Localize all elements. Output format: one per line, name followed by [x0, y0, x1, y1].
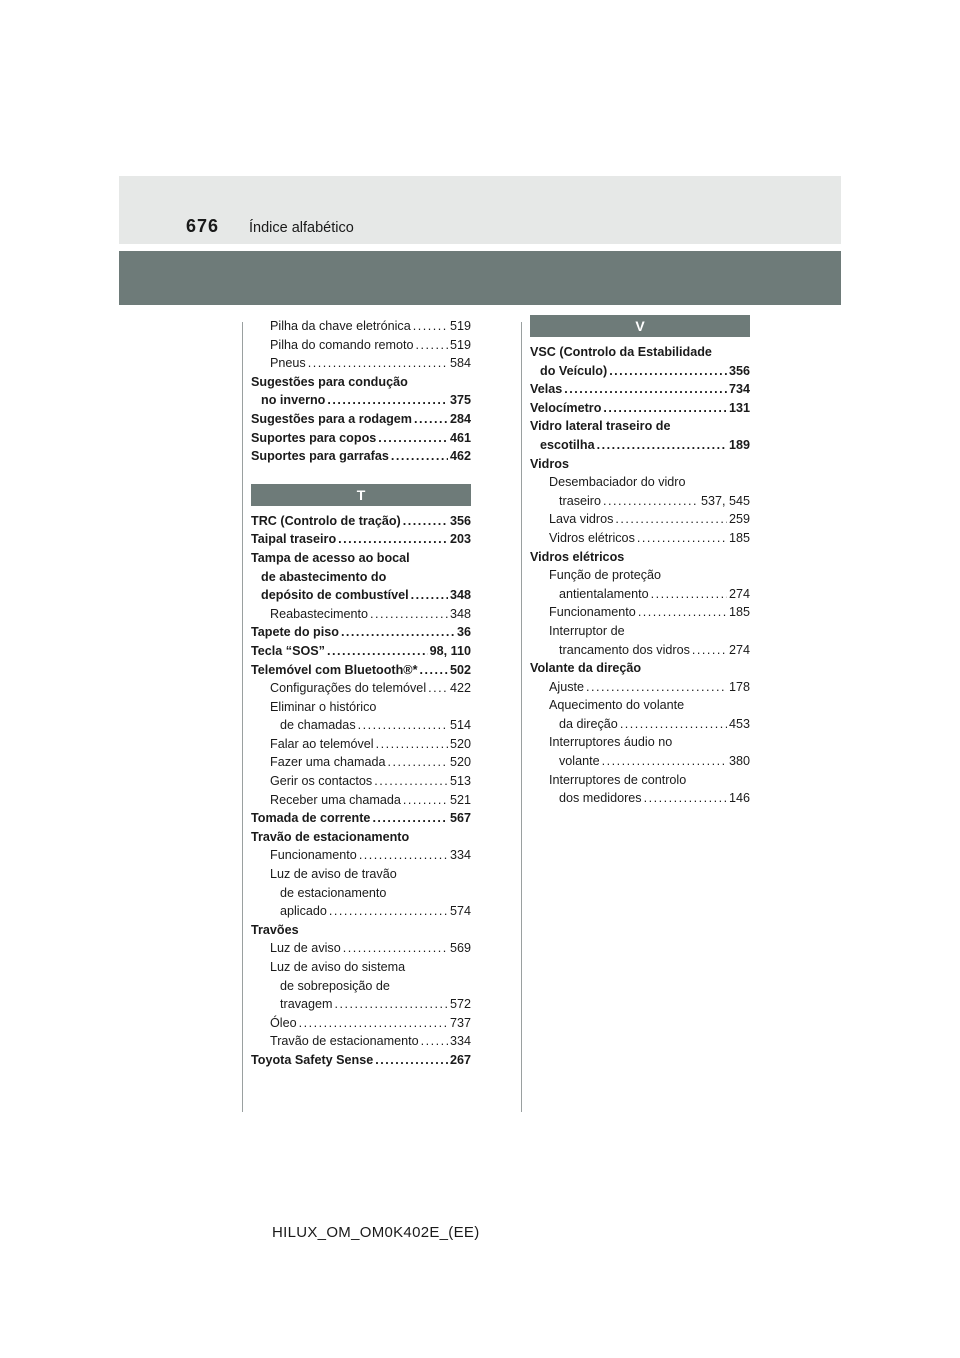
index-term: de abastecimento do — [261, 569, 387, 584]
index-term: Vidros — [530, 456, 569, 471]
index-term: Tapete do piso — [251, 625, 339, 640]
index-line — [530, 548, 750, 567]
dot-leader — [403, 512, 448, 531]
index-line — [251, 512, 471, 531]
dot-leader — [329, 902, 448, 921]
index-term: Configurações do telemóvel — [270, 681, 427, 696]
index-line — [251, 336, 471, 355]
index-line — [251, 809, 471, 828]
left-column — [251, 317, 471, 1070]
dot-leader — [603, 399, 727, 418]
index-subentry — [251, 735, 471, 754]
index-entry — [530, 548, 750, 567]
index-entry — [251, 410, 471, 429]
page-reference: 520 — [449, 736, 471, 751]
page-reference: 203 — [449, 532, 471, 547]
index-term: Volante da direção — [530, 661, 642, 676]
page-reference: 574 — [449, 904, 471, 919]
index-line — [530, 343, 750, 362]
index-term: Luz de aviso de travão — [270, 867, 397, 882]
index-line — [251, 317, 471, 336]
index-entry — [251, 921, 471, 940]
index-line — [530, 771, 750, 790]
index-term: Fazer uma chamada — [270, 755, 386, 770]
dot-leader — [341, 623, 455, 642]
index-line — [530, 492, 750, 511]
page-reference: 131 — [728, 400, 750, 415]
index-term: Velocímetro — [530, 400, 602, 415]
index-term: Tomada de corrente — [251, 811, 371, 826]
page-reference: 422 — [449, 681, 471, 696]
index-line — [251, 921, 471, 940]
index-term: Luz de aviso do sistema — [270, 960, 406, 974]
index-line — [530, 789, 750, 808]
page-reference: 274 — [728, 586, 750, 601]
index-term: do Veículo) — [540, 363, 608, 378]
index-term: Interruptor de — [549, 623, 625, 638]
dot-leader — [403, 791, 448, 810]
page-reference: 567 — [449, 811, 471, 826]
index-line — [251, 995, 471, 1014]
index-line — [251, 373, 471, 392]
page-reference: 519 — [449, 319, 471, 333]
page-reference: 520 — [449, 755, 471, 770]
index-entry — [530, 343, 750, 380]
index-term: dos medidores — [559, 791, 642, 806]
index-line — [530, 696, 750, 715]
page-reference: 334 — [449, 848, 471, 863]
document-code: HILUX_OM_OM0K402E_(EE) — [272, 1224, 480, 1241]
page-reference: 572 — [449, 997, 471, 1012]
page-reference: 375 — [449, 393, 471, 408]
page-reference: 348 — [449, 606, 471, 621]
index-term: Falar ao telemóvel — [270, 736, 374, 751]
index-term: Receber uma chamada — [270, 792, 401, 807]
index-term: Ajuste — [549, 679, 585, 694]
dot-leader — [603, 492, 699, 511]
page-reference: 267 — [449, 1052, 471, 1067]
index-line — [530, 585, 750, 604]
index-line — [251, 354, 471, 373]
index-term: Funcionamento — [549, 605, 636, 620]
page-reference: 185 — [728, 530, 750, 545]
dot-leader — [421, 1032, 448, 1051]
index-line — [251, 846, 471, 865]
index-subentry — [530, 510, 750, 529]
index-subentry — [530, 529, 750, 548]
index-line — [530, 659, 750, 678]
index-term: Velas — [530, 382, 563, 397]
index-term: escotilha — [540, 437, 595, 452]
dot-leader — [375, 1051, 448, 1070]
page-reference: 356 — [728, 363, 750, 378]
index-group-t — [251, 512, 471, 1070]
index-entry — [251, 530, 471, 549]
index-term: travagem — [280, 997, 333, 1012]
index-term: Sugestões para condução — [251, 374, 408, 389]
index-line — [251, 605, 471, 624]
dot-leader — [388, 753, 448, 772]
index-entry — [251, 447, 471, 466]
index-subentry — [251, 772, 471, 791]
page-reference: 521 — [449, 792, 471, 807]
index-group-v — [530, 343, 750, 808]
index-line — [251, 679, 471, 698]
index-entry — [530, 399, 750, 418]
index-line — [251, 549, 471, 568]
index-line — [530, 752, 750, 771]
index-term: Pilha da chave eletrónica — [270, 319, 411, 333]
index-term: Travão de estacionamento — [270, 1034, 419, 1049]
page-reference: 569 — [449, 941, 471, 956]
index-line — [251, 1014, 471, 1033]
index-subentry — [251, 336, 471, 355]
dot-leader — [615, 510, 727, 529]
index-term: de sobreposição de — [280, 978, 390, 993]
dot-leader — [335, 995, 448, 1014]
index-line — [251, 447, 471, 466]
index-term: Interruptores áudio no — [549, 735, 673, 750]
index-line — [530, 603, 750, 622]
dot-leader — [411, 586, 448, 605]
index-term: Eliminar o histórico — [270, 699, 377, 714]
page-reference: 146 — [728, 791, 750, 806]
index-line — [530, 399, 750, 418]
index-line — [251, 902, 471, 921]
index-line — [251, 958, 471, 977]
dot-leader — [644, 789, 727, 808]
index-line — [251, 568, 471, 587]
index-entry — [251, 661, 471, 680]
page-reference: 185 — [728, 605, 750, 620]
index-line — [530, 733, 750, 752]
page-reference: 284 — [449, 411, 471, 426]
index-subentry — [251, 791, 471, 810]
index-entry — [530, 455, 750, 474]
page-reference: 178 — [728, 679, 750, 694]
index-term: trancamento dos vidros — [559, 642, 690, 657]
index-subentry — [251, 679, 471, 698]
index-line — [251, 661, 471, 680]
index-subentry — [251, 753, 471, 772]
dot-leader — [327, 642, 428, 661]
index-subentry — [530, 473, 750, 510]
index-line — [530, 715, 750, 734]
dot-leader — [359, 846, 448, 865]
index-subentry — [251, 605, 471, 624]
index-line — [530, 566, 750, 585]
index-term: Funcionamento — [270, 848, 357, 863]
index-line — [251, 642, 471, 661]
dot-leader — [370, 605, 448, 624]
page-reference: 334 — [449, 1034, 471, 1049]
index-term: de estacionamento — [280, 885, 387, 900]
index-term: Travão de estacionamento — [251, 829, 410, 844]
index-entry — [251, 828, 471, 847]
index-line — [530, 380, 750, 399]
index-term: Vidros elétricos — [549, 530, 635, 545]
index-line — [251, 698, 471, 717]
index-line — [251, 735, 471, 754]
index-line — [251, 791, 471, 810]
index-term: Lava vidros — [549, 512, 614, 527]
index-term: Taipal traseiro — [251, 532, 337, 547]
dot-leader — [620, 715, 727, 734]
index-line — [251, 977, 471, 996]
index-term: depósito de combustível — [261, 588, 409, 603]
index-subentry — [530, 678, 750, 697]
page-reference: 584 — [449, 356, 471, 371]
index-term: Vidros elétricos — [530, 549, 625, 564]
dot-leader — [374, 772, 448, 791]
dot-leader — [378, 429, 448, 448]
index-line — [530, 678, 750, 697]
dot-leader — [602, 752, 727, 771]
index-subentry — [251, 865, 471, 921]
index-term: Suportes para garrafas — [251, 449, 389, 464]
index-entry — [251, 549, 471, 605]
index-line — [251, 772, 471, 791]
left-column-rule — [242, 322, 243, 1112]
index-term: Sugestões para a rodagem — [251, 411, 412, 426]
dot-leader — [299, 1014, 448, 1033]
middle-column-rule — [521, 322, 522, 1112]
index-term: Desembaciador do vidro — [549, 475, 686, 490]
index-line — [530, 473, 750, 492]
dot-leader — [391, 447, 448, 466]
index-subentry — [251, 958, 471, 1014]
page-reference: 348 — [449, 588, 471, 603]
dot-leader — [372, 809, 448, 828]
index-term: volante — [559, 754, 600, 769]
page-reference: 502 — [449, 662, 471, 677]
dot-leader — [414, 410, 448, 429]
page-reference: 514 — [449, 718, 471, 733]
dot-leader — [597, 436, 727, 455]
index-subentry — [251, 1032, 471, 1051]
index-entry — [251, 512, 471, 531]
dot-leader — [327, 391, 448, 410]
index-entry — [530, 380, 750, 399]
index-term: antientalamento — [559, 586, 649, 601]
index-subentry — [530, 696, 750, 733]
index-term: Aquecimento do volante — [549, 698, 685, 713]
index-term: Óleo — [270, 1015, 297, 1030]
page-reference: 737 — [449, 1015, 471, 1030]
index-term: aplicado — [280, 904, 327, 919]
dot-leader — [692, 641, 727, 660]
section-letter-v: V — [530, 315, 750, 337]
index-group-left-top — [251, 317, 471, 466]
dot-leader — [609, 362, 727, 381]
index-term: Pilha do comando remoto — [270, 337, 414, 352]
index-term: traseiro — [559, 493, 601, 508]
page-reference: 513 — [449, 774, 471, 789]
dot-leader — [637, 529, 727, 548]
index-line — [251, 429, 471, 448]
index-entry — [251, 429, 471, 448]
index-line — [251, 623, 471, 642]
index-subentry — [530, 566, 750, 603]
index-line — [251, 530, 471, 549]
header-top-band — [119, 176, 841, 244]
index-term: Suportes para copos — [251, 430, 377, 445]
index-term: Reabastecimento — [270, 606, 369, 621]
index-line — [251, 410, 471, 429]
dot-leader — [638, 603, 727, 622]
index-term: Pneus — [270, 356, 306, 371]
index-line — [530, 436, 750, 455]
index-term: Toyota Safety Sense — [251, 1052, 374, 1067]
section-letter-t: T — [251, 484, 471, 506]
index-term: Luz de aviso — [270, 941, 341, 956]
index-line — [251, 716, 471, 735]
dot-leader — [586, 678, 727, 697]
page-number: 676 — [186, 216, 220, 236]
index-term: da direção — [559, 716, 618, 731]
page-reference: 461 — [449, 430, 471, 445]
index-line — [530, 510, 750, 529]
page-reference: 537, 545 — [700, 493, 750, 508]
dot-leader — [358, 716, 448, 735]
dot-leader — [376, 735, 448, 754]
index-entry — [251, 1051, 471, 1070]
index-line — [251, 1051, 471, 1070]
index-line — [251, 865, 471, 884]
index-line — [251, 1032, 471, 1051]
index-entry — [251, 373, 471, 410]
page-reference: 734 — [728, 382, 750, 397]
index-entry — [530, 659, 750, 678]
dot-leader — [420, 661, 448, 680]
page-reference: 380 — [728, 754, 750, 769]
dot-leader — [428, 679, 448, 698]
index-subentry — [251, 939, 471, 958]
dot-leader — [343, 939, 448, 958]
index-term: no inverno — [261, 393, 326, 408]
index-term: Telemóvel com Bluetooth®* — [251, 662, 418, 677]
index-line — [530, 362, 750, 381]
page-title: Índice alfabético — [249, 220, 354, 236]
index-subentry — [530, 733, 750, 770]
index-line — [530, 641, 750, 660]
page-reference: 462 — [449, 449, 471, 464]
page-reference: 453 — [728, 716, 750, 731]
index-line — [251, 939, 471, 958]
index-subentry — [530, 771, 750, 808]
index-subentry — [251, 1014, 471, 1033]
index-entry — [530, 417, 750, 454]
dot-leader — [308, 354, 448, 373]
page-reference: 98, 110 — [429, 643, 471, 658]
index-line — [251, 753, 471, 772]
index-line — [530, 622, 750, 641]
header-dark-band — [119, 251, 841, 305]
index-line — [530, 417, 750, 436]
page-reference: 519 — [449, 337, 471, 352]
index-line — [530, 529, 750, 548]
page-reference: 189 — [728, 437, 750, 452]
page-reference: 36 — [456, 625, 471, 640]
page-reference: 274 — [728, 642, 750, 657]
dot-leader — [416, 336, 448, 355]
index-entry — [251, 642, 471, 661]
index-term: Interruptores de controlo — [549, 772, 687, 787]
index-line — [251, 586, 471, 605]
index-entry — [251, 623, 471, 642]
index-line — [251, 391, 471, 410]
dot-leader — [413, 317, 448, 336]
dot-leader — [651, 585, 727, 604]
index-line — [251, 884, 471, 903]
page-reference: 356 — [449, 513, 471, 528]
index-term: Gerir os contactos — [270, 774, 373, 789]
right-column — [530, 315, 750, 808]
dot-leader — [564, 380, 727, 399]
index-term: Tampa de acesso ao bocal — [251, 550, 410, 565]
index-subentry — [251, 354, 471, 373]
index-term: de chamadas — [280, 718, 356, 733]
index-subentry — [530, 603, 750, 622]
index-entry — [251, 809, 471, 828]
index-term: Tecla “SOS” — [251, 643, 325, 658]
dot-leader — [338, 530, 448, 549]
index-term: Travões — [251, 922, 299, 937]
index-subentry — [251, 317, 471, 336]
page-reference: 259 — [728, 512, 750, 527]
index-line — [530, 455, 750, 474]
index-subentry — [530, 622, 750, 659]
index-term: Vidro lateral traseiro de — [530, 419, 671, 434]
index-subentry — [251, 846, 471, 865]
index-term: Função de proteção — [549, 568, 662, 583]
index-line — [251, 828, 471, 847]
index-term: VSC (Controlo da Estabilidade — [530, 345, 712, 359]
index-subentry — [251, 698, 471, 735]
index-term: TRC (Controlo de tração) — [251, 513, 401, 528]
